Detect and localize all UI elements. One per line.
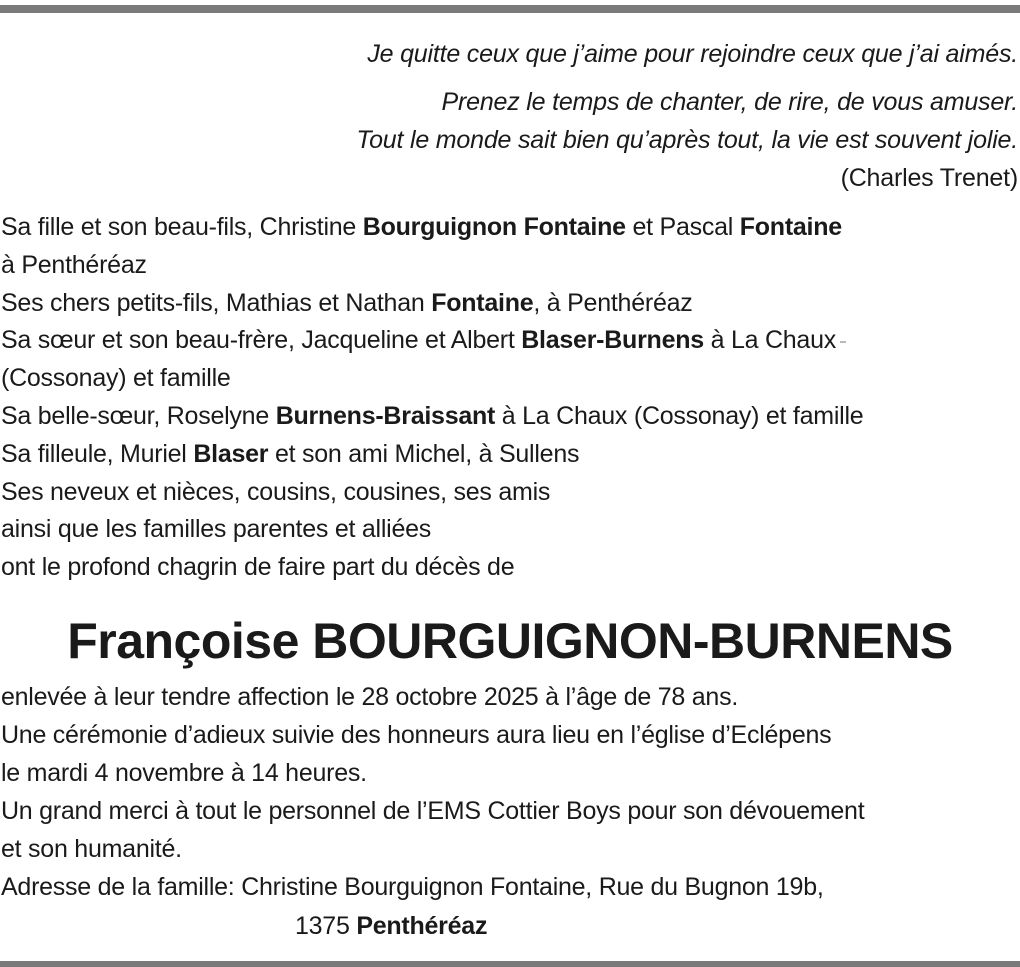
epigraph-verse (0, 83, 1018, 197)
bottom-divider (0, 961, 1020, 967)
text: Ses chers petits-fils, Mathias et Nathan (1, 288, 432, 317)
notice-text (1, 678, 1020, 945)
epigraph-line: Je quitte ceux que j’aime pour rejoindre ceux que j’ai aimés. (367, 40, 1018, 68)
text: Sa sœur et son beau-frère, Jacqueline et Albert (1, 326, 522, 355)
deceased-name: Françoise BOURGUIGNON-BURNENS (67, 613, 953, 669)
family-line (1, 360, 1020, 398)
top-divider (0, 5, 1020, 13)
notice-line: et son humanité. (1, 835, 182, 864)
text: Ses neveux et nièces, cousins, cousines, ses amis (1, 477, 551, 506)
text: ont le profond chagrin de faire part du décès de (1, 553, 515, 582)
epigraph-line: Tout le monde sait bien qu’après tout, la vie est souvent jolie. (356, 126, 1018, 154)
surname: Blaser-Burnens (521, 326, 704, 355)
family-line (1, 436, 1020, 474)
text: 1375 (295, 911, 357, 940)
text: à La Chaux (703, 326, 836, 355)
surname: Fontaine (739, 213, 842, 241)
epigraph-quote (0, 35, 1018, 73)
notice-line: Un grand merci à tout le personnel de l’EMS Cottier Boys pour son dévouement (1, 797, 865, 826)
surname: Blaser (193, 439, 269, 468)
family-line (1, 474, 1020, 512)
text: à Penthéréaz (1, 250, 147, 279)
family-list (1, 209, 1020, 587)
surname: Fontaine (431, 288, 534, 317)
family-line (1, 285, 1020, 323)
text: , à Penthéréaz (533, 288, 693, 317)
text: Sa filleule, Muriel (1, 439, 194, 468)
family-line (1, 549, 1020, 587)
text: ainsi que les familles parentes et alliées (1, 515, 432, 544)
text: Sa fille et son beau-fils, Christine (1, 213, 363, 241)
family-line (1, 247, 1020, 285)
hyphen-mark (840, 341, 846, 343)
family-line (1, 209, 1020, 247)
notice-address-line (1, 907, 1020, 945)
surname: Burnens-Braissant (275, 401, 496, 430)
place-name: Penthéréaz (356, 911, 488, 940)
epigraph-line: Prenez le temps de chanter, de rire, de vous amuser. (441, 88, 1018, 116)
surname: Bourguignon Fontaine (362, 213, 626, 241)
notice-line: Adresse de la famille: Christine Bourguignon Fontaine, Rue du Bugnon 19b, (1, 873, 824, 902)
family-line (1, 398, 1020, 436)
notice-line: le mardi 4 novembre à 14 heures. (1, 759, 367, 788)
epigraph-author: (Charles Trenet) (840, 164, 1018, 192)
text: Sa belle-sœur, Roselyne (1, 401, 276, 430)
text: (Cossonay) et famille (1, 364, 231, 393)
notice-line: enlevée à leur tendre affection le 28 octobre 2025 à l’âge de 78 ans. (1, 683, 739, 711)
text: et son ami Michel, à Sullens (268, 439, 580, 468)
notice-line: Une cérémonie d’adieux suivie des honneurs aura lieu en l’église d’Eclépens (1, 721, 832, 750)
family-line (1, 511, 1020, 549)
text: à La Chaux (Cossonay) et famille (495, 401, 864, 430)
family-line (1, 322, 1020, 360)
text: et Pascal (625, 213, 740, 241)
